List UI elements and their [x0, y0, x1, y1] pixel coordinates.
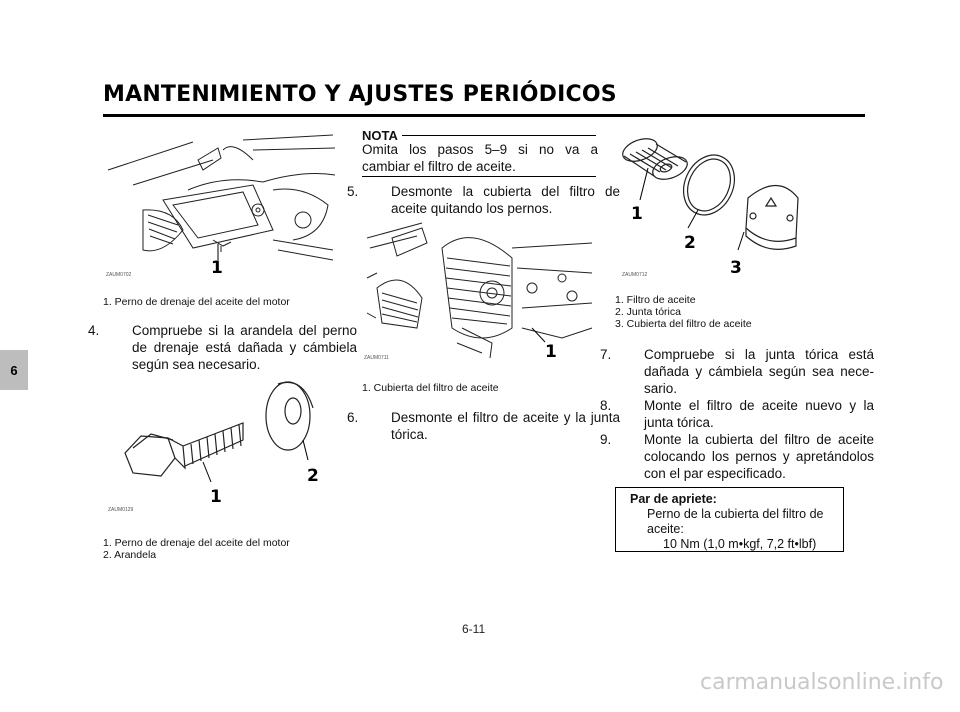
figure-caption-1: 1. Filtro de aceite	[615, 294, 696, 306]
callout-2: 2	[307, 466, 319, 486]
header-rule	[103, 114, 865, 117]
callout-1: 1	[545, 342, 557, 362]
step-number: 4.	[88, 323, 100, 338]
step-text: Desmonte la cubierta del filtro de aceite quitando los pernos.	[391, 184, 620, 216]
figure-caption: 1. Cubierta del filtro de aceite	[362, 382, 499, 394]
callout-1: 1	[211, 258, 223, 278]
torque-title: Par de apriete:	[630, 492, 717, 506]
step-9	[600, 431, 874, 482]
step-text: Monte el filtro de aceite nuevo y la junta tórica.	[644, 398, 874, 430]
step-5	[347, 183, 620, 217]
torque-spec-box	[615, 487, 844, 552]
step-text: Monte la cubierta del filtro de aceite colocando los pernos y apretándolos con el par especificado.	[644, 432, 874, 481]
step-number: 6.	[347, 410, 359, 425]
figure-caption: 1. Perno de drenaje del aceite del motor	[103, 296, 290, 308]
page-title: MANTENIMIENTO Y AJUSTES PERIÓDICOS	[103, 82, 617, 107]
filter-cover-illustration	[362, 218, 598, 368]
figure-caption-3: 3. Cubierta del filtro de aceite	[615, 318, 752, 330]
step-7	[600, 346, 874, 397]
figure-code: ZAUM0712	[622, 272, 648, 278]
callout-2: 2	[684, 233, 696, 253]
note-text: Omita los pasos 5–9 si no va a cambiar el filtro de aceite.	[362, 142, 598, 174]
chapter-tab: 6	[0, 350, 28, 390]
filter-parts-illustration	[618, 128, 854, 278]
step-6	[347, 409, 620, 443]
note-rule-bottom	[362, 176, 596, 177]
figure-caption-2: 2. Arandela	[103, 549, 157, 561]
step-text: Desmonte el filtro de aceite y la junta tórica.	[391, 410, 620, 442]
step-8	[600, 397, 874, 431]
page-number: 6-11	[462, 622, 486, 636]
torque-item: Perno de la cubierta del filtro de aceite:	[647, 507, 824, 536]
figure-code: ZAUM0711	[364, 355, 389, 361]
step-number: 7.	[600, 347, 612, 362]
step-number: 5.	[347, 184, 359, 199]
callout-3: 3	[730, 258, 742, 278]
figure-code: ZAUM0129	[108, 507, 134, 513]
step-number: 8.	[600, 398, 612, 413]
callout-1: 1	[210, 487, 222, 507]
figure-caption-2: 2. Junta tórica	[615, 306, 681, 318]
watermark: carmanualsonline.info	[700, 670, 944, 695]
note-title: NOTA	[362, 128, 398, 143]
figure-caption-1: 1. Perno de drenaje del aceite del motor	[103, 537, 290, 549]
step-text: Compruebe si la arandela del perno de drenaje está dañada y cámbiela según sea necesario.	[132, 323, 357, 372]
callout-1: 1	[631, 204, 643, 224]
step-text: Compruebe si la junta tórica está dañada y cámbiela según sea nece-sario.	[644, 347, 874, 396]
note-rule-top	[402, 135, 596, 136]
torque-value: 10 Nm (1,0 m•kgf, 7,2 ft•lbf)	[663, 537, 817, 551]
step-4	[88, 322, 357, 373]
step-number: 9.	[600, 432, 612, 447]
figure-code: ZAUM0702	[106, 272, 132, 278]
